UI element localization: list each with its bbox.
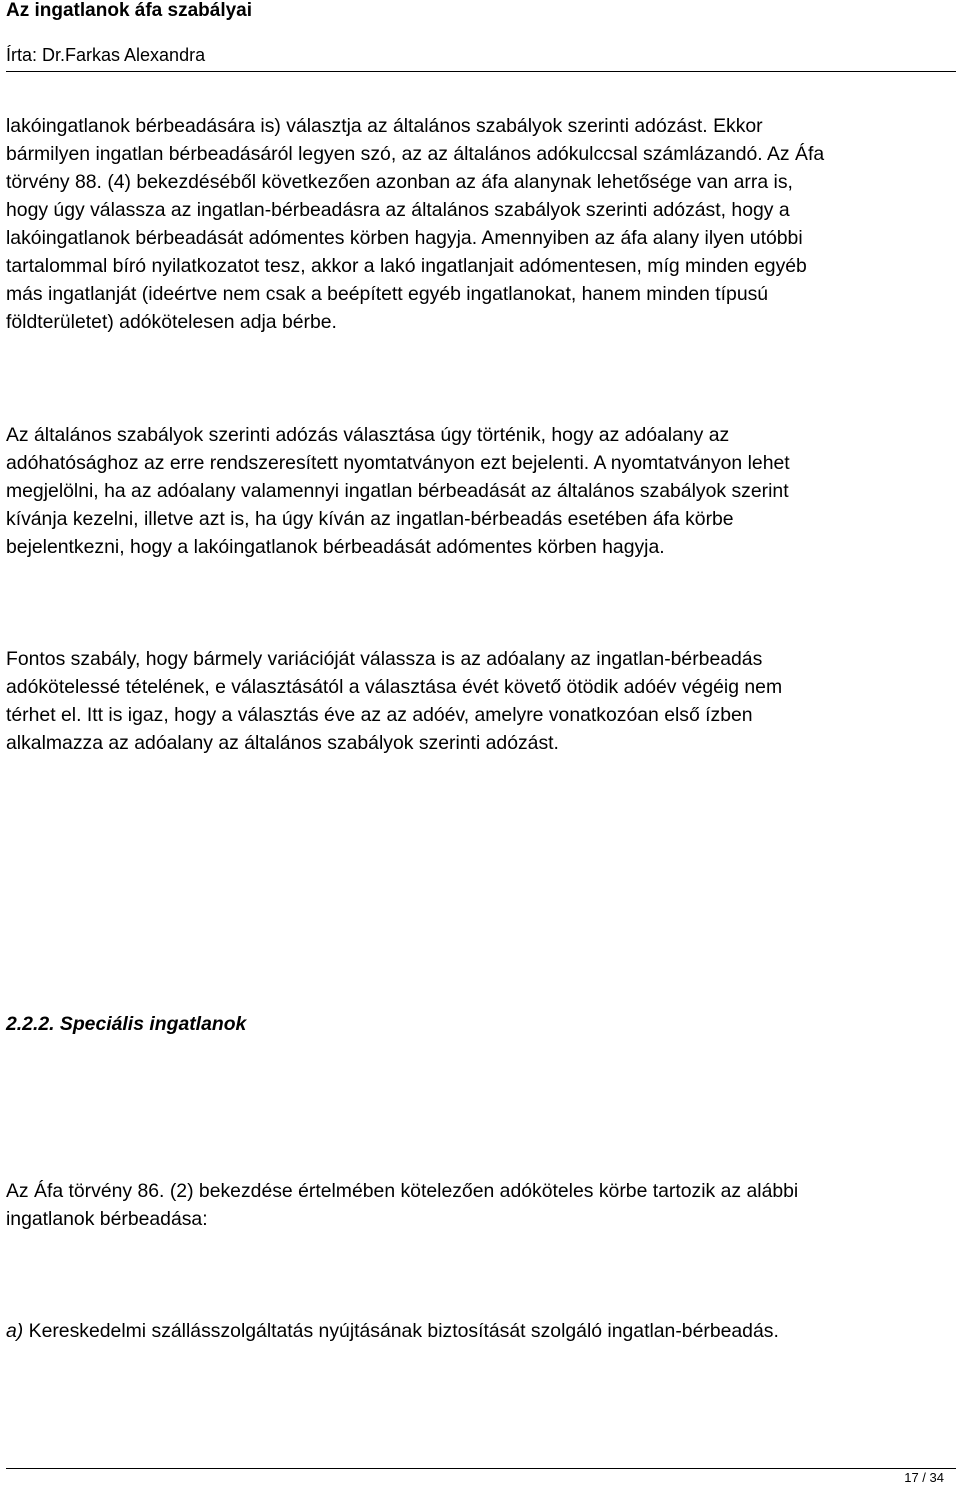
text-line: térhet el. Itt is igaz, hogy a választás éve az az adóév, amelyre vonatkozóan első ízben	[6, 704, 753, 726]
document-title: Az ingatlanok áfa szabályai	[6, 0, 253, 21]
text-line: bármilyen ingatlan bérbeadásáról legyen szó, az az általános adókulccsal számlázandó. Az Áfa	[6, 143, 825, 165]
text-line: Fontos szabály, hogy bármely variációját válassza is az adóalany az ingatlan-bérbeadás	[6, 648, 763, 670]
paragraph-3	[6, 645, 954, 757]
paragraph-4	[6, 1177, 954, 1233]
list-item-text: Kereskedelmi szállásszolgáltatás nyújtásának biztosítását szolgáló ingatlan-bérbeadás.	[23, 1320, 779, 1342]
list-item-line	[6, 1317, 954, 1345]
text-line: adókötelessé tételének, e választásától a választása évét követő ötödik adóév végéig nem	[6, 676, 783, 698]
text-line: lakóingatlanok bérbeadását adómentes körben hagyja. Amennyiben az áfa alany ilyen utóbbi	[6, 227, 803, 249]
text-line: alkalmazza az adóalany az általános szabályok szerinti adózást.	[6, 732, 559, 754]
text-line: hogy úgy válassza az ingatlan-bérbeadásra az általános szabályok szerinti adózást, hogy a	[6, 199, 790, 221]
list-item-marker: a)	[6, 1320, 24, 1342]
text-line: ingatlanok bérbeadása:	[6, 1208, 208, 1230]
text-line: más ingatlanját (ideértve nem csak a beépített egyéb ingatlanokat, hanem minden típusú	[6, 283, 769, 305]
text-line: kívánja kezelni, illetve azt is, ha úgy kíván az ingatlan-bérbeadás esetében áfa körbe	[6, 508, 734, 530]
author-line: Írta: Dr.Farkas Alexandra	[6, 45, 206, 65]
paragraph-1	[6, 112, 954, 336]
section-heading: 2.2.2. Speciális ingatlanok	[6, 1013, 247, 1035]
list-item	[6, 1317, 954, 1345]
text-line: lakóingatlanok bérbeadására is) választja az általános szabályok szerinti adózást. Ekkor	[6, 115, 763, 137]
page-number: 17 / 34	[904, 1470, 944, 1485]
text-line: földterületet) adókötelesen adja bérbe.	[6, 311, 337, 333]
footer-divider	[6, 1468, 956, 1469]
text-line: törvény 88. (4) bekezdéséből következően azonban az áfa alanynak lehetősége van arra is,	[6, 171, 793, 193]
text-line: Az Áfa törvény 86. (2) bekezdése értelmében kötelezően adóköteles körbe tartozik az alábbi	[6, 1180, 799, 1202]
text-line: bejelentkezni, hogy a lakóingatlanok bérbeadását adómentes körben hagyja.	[6, 536, 665, 558]
text-line: tartalommal bíró nyilatkozatot tesz, akkor a lakó ingatlanjait adómentesen, míg minden egyéb	[6, 255, 807, 277]
text-line: adóhatósághoz az erre rendszeresített nyomtatványon ezt bejelenti. A nyomtatványon lehet	[6, 452, 790, 474]
text-line: Az általános szabályok szerinti adózás választása úgy történik, hogy az adóalany az	[6, 424, 730, 446]
text-line: megjelölni, ha az adóalany valamennyi ingatlan bérbeadását az általános szabályok szerint	[6, 480, 789, 502]
header-divider	[6, 71, 956, 72]
paragraph-2	[6, 421, 954, 561]
